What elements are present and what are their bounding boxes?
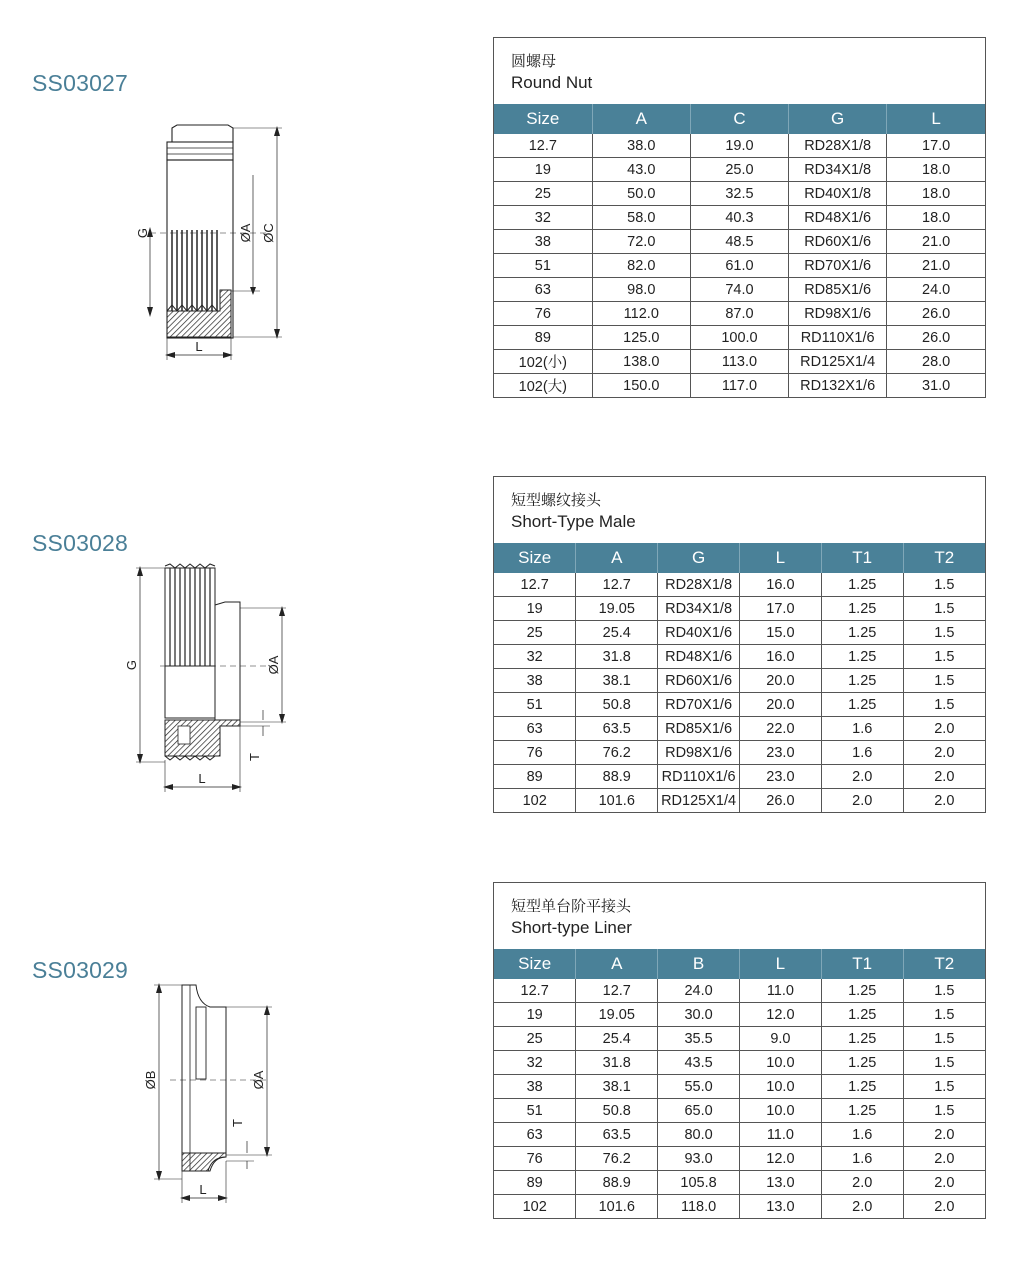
col-header: C [690, 104, 788, 134]
table-cell: RD28X1/8 [789, 134, 887, 158]
table-cell: 51 [494, 1099, 576, 1123]
col-header: G [658, 543, 740, 573]
table-cell: 1.5 [903, 597, 985, 621]
table-cell: 12.7 [520, 576, 549, 593]
table-cell: 1.5 [903, 573, 985, 597]
table-row [494, 278, 985, 302]
table-cell: 38 [494, 230, 592, 254]
table-cell: 1.25 [821, 1099, 903, 1123]
table-cell: 2.0 [903, 717, 985, 741]
table-cell: RD34X1/8 [658, 597, 740, 621]
dim-l-label: L [199, 1182, 207, 1197]
table-cell: RD98X1/6 [789, 302, 887, 326]
col-header: G [789, 104, 887, 134]
table-cell: 113.0 [690, 350, 788, 374]
table-row [494, 717, 985, 741]
table-cell: 23.0 [739, 741, 821, 765]
table-cell: 76.2 [576, 741, 658, 765]
dim-l-label: L [195, 339, 203, 354]
table-row [494, 206, 985, 230]
col-header: A [576, 543, 658, 573]
spec-table [494, 104, 985, 397]
table-cell: RD70X1/6 [658, 693, 740, 717]
table-cell: 25 [494, 621, 576, 645]
table-row [494, 158, 985, 182]
table-title [494, 883, 985, 949]
table-cell: RD98X1/6 [658, 741, 740, 765]
table-cell: 18.0 [887, 206, 985, 230]
table-cell: 12.0 [739, 1147, 821, 1171]
table-row [494, 1195, 985, 1219]
table-cell: 19 [494, 1003, 576, 1027]
table-cell: 10.0 [739, 1099, 821, 1123]
table-row [494, 374, 985, 398]
table-cell: 15.0 [739, 621, 821, 645]
table-cell: 101.6 [576, 1195, 658, 1219]
table-row [494, 669, 985, 693]
table-cell: 19.0 [690, 134, 788, 158]
title-cn: 短型单台阶平接头 [511, 898, 632, 915]
table-cell: 38.1 [576, 1075, 658, 1099]
short-type-liner-spec-table [493, 882, 986, 1219]
table-cell: 74.0 [690, 278, 788, 302]
table-cell: 1.25 [821, 669, 903, 693]
table-cell: 10.0 [739, 1051, 821, 1075]
table-cell: 12.7 [528, 137, 557, 154]
table-cell: 1.5 [903, 645, 985, 669]
spec-table [494, 543, 985, 812]
dim-g-label: G [135, 227, 150, 239]
dim-t-label: T [230, 1119, 245, 1127]
table-cell: 43.0 [592, 158, 690, 182]
table-cell: RD70X1/6 [789, 254, 887, 278]
dim-t-label: T [247, 753, 262, 761]
table-cell: 2.0 [903, 1147, 985, 1171]
table-row [494, 182, 985, 206]
table-cell: 1.25 [821, 621, 903, 645]
table-cell: 26.0 [887, 302, 985, 326]
table-cell: 21.0 [887, 230, 985, 254]
table-cell: 12.0 [739, 1003, 821, 1027]
table-cell: 30.0 [658, 1003, 740, 1027]
table-cell: 1.25 [821, 979, 903, 1003]
round-nut-spec-table [493, 37, 986, 398]
table-cell: 12.7 [520, 982, 549, 999]
table-row [494, 230, 985, 254]
spec-table [494, 949, 985, 1218]
table-cell: 102(大) [494, 374, 592, 398]
table-cell: 58.0 [592, 206, 690, 230]
table-cell: 12.7 [576, 979, 658, 1003]
table-cell: 2.0 [903, 741, 985, 765]
table-cell: 28.0 [887, 350, 985, 374]
table-row [494, 254, 985, 278]
table-cell: 20.0 [739, 669, 821, 693]
product-code: SS03027 [32, 70, 129, 96]
table-row [494, 621, 985, 645]
table-cell: RD85X1/6 [658, 717, 740, 741]
table-cell: 1.25 [821, 597, 903, 621]
table-row [494, 326, 985, 350]
table-cell: RD60X1/6 [789, 230, 887, 254]
table-cell: 88.9 [576, 1171, 658, 1195]
table-row [494, 573, 985, 597]
table-cell: 24.0 [887, 278, 985, 302]
dim-l-label: L [198, 771, 206, 786]
table-cell: 1.5 [903, 1003, 985, 1027]
dim-a-label: ØA [251, 1070, 266, 1090]
table-cell: RD60X1/6 [658, 669, 740, 693]
col-header: B [658, 949, 740, 979]
table-cell: 19.05 [576, 1003, 658, 1027]
table-cell: 25 [494, 182, 592, 206]
short-type-liner-drawing [130, 975, 290, 1205]
table-cell: 82.0 [592, 254, 690, 278]
short-type-male-drawing [120, 560, 300, 800]
table-cell: RD48X1/6 [658, 645, 740, 669]
table-cell: 11.0 [739, 1123, 821, 1147]
table-cell: 32 [494, 645, 576, 669]
table-row [494, 1123, 985, 1147]
table-cell: 63.5 [576, 1123, 658, 1147]
table-row [494, 1027, 985, 1051]
table-cell: RD110X1/6 [658, 765, 740, 789]
table-cell: 105.8 [658, 1171, 740, 1195]
table-cell: 102 [494, 1195, 576, 1219]
table-cell: 98.0 [592, 278, 690, 302]
table-cell: 138.0 [592, 350, 690, 374]
col-header: L [739, 949, 821, 979]
col-header: T1 [821, 949, 903, 979]
table-cell: 1.25 [821, 1027, 903, 1051]
table-cell: 55.0 [658, 1075, 740, 1099]
table-cell: 2.0 [821, 765, 903, 789]
table-row [494, 645, 985, 669]
table-cell: 65.0 [658, 1099, 740, 1123]
table-cell: 38 [494, 669, 576, 693]
table-cell: 25.0 [690, 158, 788, 182]
table-cell: 38.1 [576, 669, 658, 693]
table-cell: 51 [494, 693, 576, 717]
table-cell: 13.0 [739, 1171, 821, 1195]
table-cell: 18.0 [887, 182, 985, 206]
table-cell: 38.0 [592, 134, 690, 158]
dim-g-label: G [124, 659, 139, 671]
table-cell: 1.5 [903, 979, 985, 1003]
table-cell: 1.6 [821, 717, 903, 741]
col-header: T2 [903, 543, 985, 573]
header-row [494, 104, 985, 134]
table-cell: 89 [494, 765, 576, 789]
table-cell: 87.0 [690, 302, 788, 326]
dim-c-label: ØC [261, 223, 276, 243]
table-cell: 2.0 [903, 765, 985, 789]
table-cell: 2.0 [903, 1195, 985, 1219]
table-cell: 20.0 [739, 693, 821, 717]
table-cell: 26.0 [739, 789, 821, 813]
table-cell: 118.0 [658, 1195, 740, 1219]
table-cell: 76 [494, 1147, 576, 1171]
table-cell: 50.8 [576, 693, 658, 717]
col-header: T1 [821, 543, 903, 573]
table-cell: 19.05 [576, 597, 658, 621]
title-cn: 圆螺母 [511, 53, 557, 70]
table-cell: 102(小) [494, 350, 592, 374]
table-row [494, 134, 985, 158]
table-cell: 89 [494, 326, 592, 350]
round-nut-drawing [120, 115, 300, 365]
table-cell: 1.25 [821, 573, 903, 597]
table-cell: 2.0 [821, 1171, 903, 1195]
table-row [494, 1075, 985, 1099]
table-row [494, 1147, 985, 1171]
table-cell: 25 [494, 1027, 576, 1051]
table-cell: 17.0 [739, 597, 821, 621]
table-cell: 1.25 [821, 693, 903, 717]
table-row [494, 1003, 985, 1027]
table-cell: RD28X1/8 [658, 573, 740, 597]
col-header: L [887, 104, 985, 134]
table-row [494, 765, 985, 789]
table-cell: 35.5 [658, 1027, 740, 1051]
table-cell: 1.25 [821, 1075, 903, 1099]
col-header: Size [494, 543, 576, 573]
col-header: Size [494, 104, 592, 134]
table-row [494, 693, 985, 717]
table-cell: 125.0 [592, 326, 690, 350]
table-row [494, 1099, 985, 1123]
table-cell: RD48X1/6 [789, 206, 887, 230]
table-cell: 2.0 [903, 1171, 985, 1195]
table-cell: 26.0 [887, 326, 985, 350]
table-cell: 32 [494, 206, 592, 230]
short-type-male-spec-table [493, 476, 986, 813]
table-cell: 72.0 [592, 230, 690, 254]
table-cell: 9.0 [739, 1027, 821, 1051]
col-header: L [739, 543, 821, 573]
table-cell: 117.0 [690, 374, 788, 398]
dim-b-label: ØB [143, 1070, 158, 1090]
table-cell: 38 [494, 1075, 576, 1099]
table-cell: 32.5 [690, 182, 788, 206]
table-cell: 112.0 [592, 302, 690, 326]
header-row [494, 543, 985, 573]
col-header: Size [494, 949, 576, 979]
table-cell: 61.0 [690, 254, 788, 278]
table-cell: 24.0 [658, 979, 740, 1003]
table-cell: 16.0 [739, 645, 821, 669]
table-cell: 12.7 [576, 573, 658, 597]
table-cell: 101.6 [576, 789, 658, 813]
table-cell: 13.0 [739, 1195, 821, 1219]
table-row [494, 1171, 985, 1195]
table-cell: RD34X1/8 [789, 158, 887, 182]
table-cell: 50.0 [592, 182, 690, 206]
table-cell: 2.0 [821, 1195, 903, 1219]
table-cell: RD125X1/4 [789, 350, 887, 374]
product-code: SS03028 [32, 530, 129, 556]
table-cell: RD110X1/6 [789, 326, 887, 350]
header-row [494, 949, 985, 979]
table-cell: 16.0 [739, 573, 821, 597]
table-cell: 19 [494, 597, 576, 621]
table-cell: 63.5 [576, 717, 658, 741]
table-cell: RD125X1/4 [658, 789, 740, 813]
table-row [494, 350, 985, 374]
table-cell: 76 [494, 741, 576, 765]
table-cell: 1.5 [903, 621, 985, 645]
col-header: A [592, 104, 690, 134]
table-row [494, 979, 985, 1003]
table-title [494, 38, 985, 104]
table-cell: 31.8 [576, 1051, 658, 1075]
table-cell: 40.3 [690, 206, 788, 230]
table-cell: 89 [494, 1171, 576, 1195]
table-cell: 1.6 [821, 741, 903, 765]
table-cell: 63 [494, 717, 576, 741]
table-cell: 1.25 [821, 1051, 903, 1075]
table-cell: 1.25 [821, 1003, 903, 1027]
table-cell: 76.2 [576, 1147, 658, 1171]
table-cell: RD40X1/8 [789, 182, 887, 206]
table-cell: 19 [494, 158, 592, 182]
table-cell: RD132X1/6 [789, 374, 887, 398]
table-row [494, 302, 985, 326]
title-cn: 短型螺纹接头 [511, 492, 602, 509]
table-cell: 1.6 [821, 1147, 903, 1171]
table-cell: 48.5 [690, 230, 788, 254]
col-header: A [576, 949, 658, 979]
table-cell: 76 [494, 302, 592, 326]
table-cell: 1.6 [821, 1123, 903, 1147]
table-cell: 22.0 [739, 717, 821, 741]
table-cell: 32 [494, 1051, 576, 1075]
dim-a-label: ØA [238, 223, 253, 243]
table-cell: 2.0 [903, 1123, 985, 1147]
table-cell: 1.5 [903, 1075, 985, 1099]
title-en: Short-type Liner [511, 918, 632, 937]
table-cell: 2.0 [903, 789, 985, 813]
table-row [494, 789, 985, 813]
table-cell: 93.0 [658, 1147, 740, 1171]
table-cell: 1.5 [903, 1027, 985, 1051]
table-row [494, 741, 985, 765]
table-cell: 31.0 [887, 374, 985, 398]
table-row [494, 1051, 985, 1075]
dim-a-label: ØA [266, 655, 281, 675]
table-cell: 63 [494, 1123, 576, 1147]
table-cell: 43.5 [658, 1051, 740, 1075]
product-code: SS03029 [32, 957, 129, 983]
table-cell: 51 [494, 254, 592, 278]
table-cell: 18.0 [887, 158, 985, 182]
table-cell: 11.0 [739, 979, 821, 1003]
table-cell: 102 [494, 789, 576, 813]
table-cell: 10.0 [739, 1075, 821, 1099]
table-cell: 31.8 [576, 645, 658, 669]
table-cell: 17.0 [887, 134, 985, 158]
table-cell: 2.0 [821, 789, 903, 813]
table-cell: 23.0 [739, 765, 821, 789]
col-header: T2 [903, 949, 985, 979]
table-cell: RD85X1/6 [789, 278, 887, 302]
table-row [494, 597, 985, 621]
table-cell: 25.4 [576, 1027, 658, 1051]
table-cell: RD40X1/6 [658, 621, 740, 645]
table-cell: 100.0 [690, 326, 788, 350]
title-en: Round Nut [511, 73, 593, 92]
table-cell: 50.8 [576, 1099, 658, 1123]
table-cell: 1.5 [903, 1099, 985, 1123]
table-cell: 80.0 [658, 1123, 740, 1147]
table-cell: 63 [494, 278, 592, 302]
table-cell: 1.5 [903, 669, 985, 693]
table-cell: 1.25 [821, 645, 903, 669]
table-title [494, 477, 985, 543]
table-cell: 88.9 [576, 765, 658, 789]
table-cell: 21.0 [887, 254, 985, 278]
table-cell: 1.5 [903, 1051, 985, 1075]
table-cell: 1.5 [903, 693, 985, 717]
title-en: Short-Type Male [511, 512, 636, 531]
table-cell: 25.4 [576, 621, 658, 645]
table-cell: 150.0 [592, 374, 690, 398]
